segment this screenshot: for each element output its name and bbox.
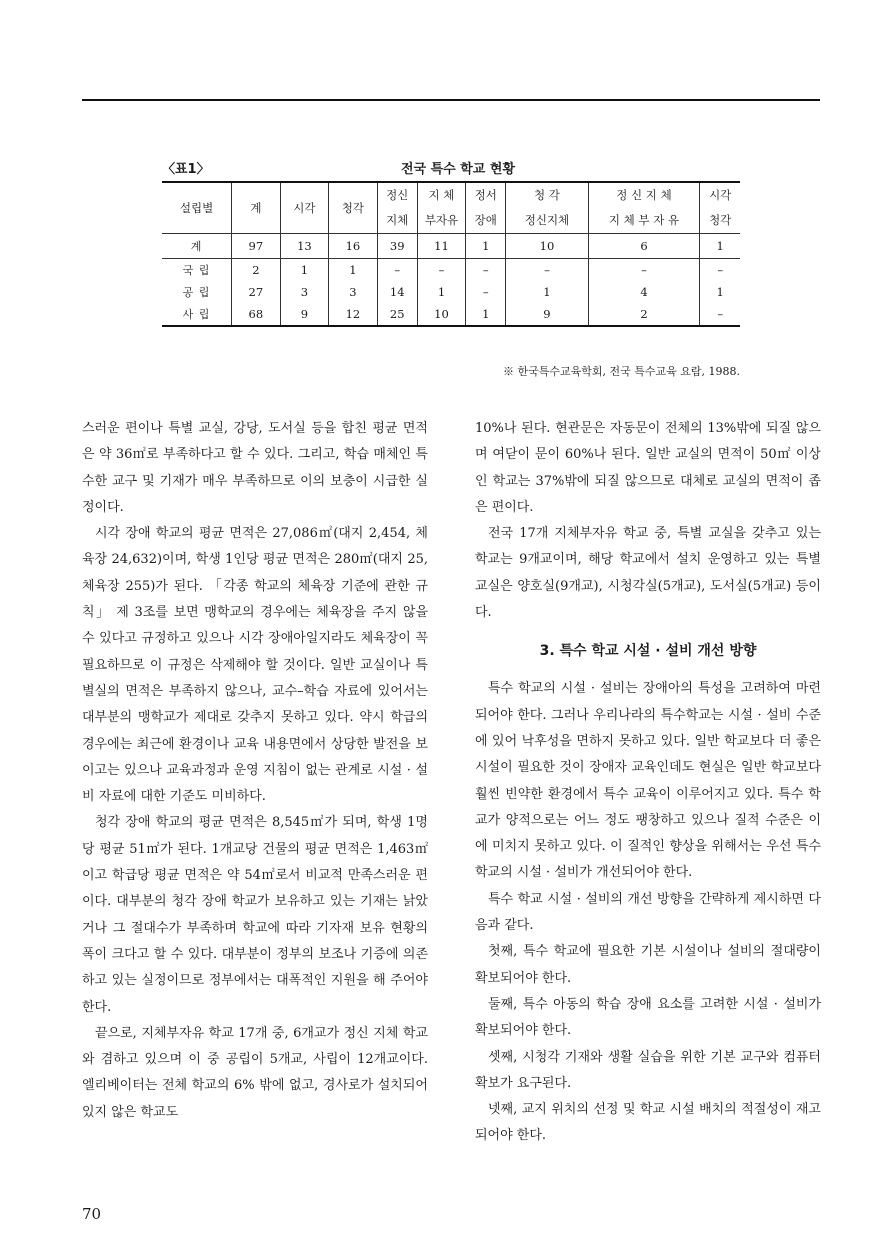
- paragraph: 특수 학교의 시설 · 설비는 장애아의 특성을 고려하여 마련되어야 한다. 그러나 우리나라의 특수학교는 시설 · 설비 수준에 있어 낙후성을 면하지 못하고 있다. 일반 학교보다 더 좋은 시설이 필요한 것이 장애자 교육인데도 현실은 일반 학교보다 훨씬 빈약한 환경에서 특수 교육이 이루어지고 있다. 특수 학교가 양적으로는 어느 정도 팽창하고 있으나 질적 수준은 이에 미치지 못하고 있다. 이 질적인 향상을 위해서는 우선 특수 학교의 시설 · 설비가 개선되어야 한다.: [475, 681, 821, 881]
- header-hearing-mental-2: 정신지체: [506, 208, 588, 234]
- table-title: 전국 특수 학교 현황: [400, 162, 516, 177]
- table-cell: 16: [329, 234, 378, 259]
- table-cell: 1: [466, 234, 506, 259]
- table-cell: 1: [700, 281, 740, 303]
- table-cell: –: [506, 259, 588, 282]
- header-rule: [82, 99, 820, 101]
- header-total: 계: [232, 182, 281, 234]
- header-physical-1: 지 체: [417, 182, 466, 208]
- table-cell: 68: [232, 303, 281, 326]
- paragraph: 둘째, 특수 아동의 학습 장애 요소를 고려한 시설 · 설비가 확보되어야 한다.: [475, 996, 821, 1039]
- table-cell: 1: [700, 234, 740, 259]
- paragraph: 청각 장애 학교의 평균 면적은 8,545㎡가 되며, 학생 1명당 평균 51㎡가 된다. 1개교당 건물의 평균 면적은 1,463㎡이고 학급당 평균 면적은 약 54㎡로서 비교적 만족스러운 편이다. 대부분의 청각 장애 학교가 보유하고 있는 기재는 낡았거나 그 절대수가 부족하며 학교에 따라 기자재 보유 현황의 폭이 크다고 할 수 있다. 대부분이 정부의 보조나 기증에 의존하고 있는 실정이므로 정부에서는 대폭적인 지원을 해 주어야 한다.: [82, 815, 428, 1015]
- table-cell: 4: [588, 281, 700, 303]
- header-physical-2: 부자유: [417, 208, 466, 234]
- row-label: 계: [162, 234, 232, 259]
- table-cell: 25: [377, 303, 417, 326]
- table-cell: 1: [466, 303, 506, 326]
- header-visual-hearing-2: 청각: [700, 208, 740, 234]
- row-label: 국 립: [162, 259, 232, 282]
- table-cell: 6: [588, 234, 700, 259]
- table-cell: –: [466, 281, 506, 303]
- paragraph: 끝으로, 지체부자유 학교 17개 중, 6개교가 정신 지체 학교와 겸하고 있으며 이 중 공립이 5개교, 사립이 12개교이다. 엘리베이터는 전체 학교의 6% 밖에 없고, 경사로가 설치되어 있지 않은 학교도: [82, 1025, 428, 1120]
- table-cell: 1: [280, 259, 329, 282]
- table-cell: 1: [417, 281, 466, 303]
- header-hearing-mental-1: 청 각: [506, 182, 588, 208]
- page-number: 70: [82, 1205, 102, 1223]
- header-mental-2: 지체: [377, 208, 417, 234]
- table-cell: 1: [329, 259, 378, 282]
- table-cell: –: [700, 303, 740, 326]
- table-cell: –: [700, 259, 740, 282]
- header-visual: 시각: [280, 182, 329, 234]
- table-cell: 13: [280, 234, 329, 259]
- table-row-total: [162, 234, 740, 259]
- table-cell: 39: [377, 234, 417, 259]
- table-cell: 10: [506, 234, 588, 259]
- table-row-private: [162, 303, 740, 326]
- table-cell: 12: [329, 303, 378, 326]
- right-column: [475, 416, 821, 1150]
- table-cell: 1: [506, 281, 588, 303]
- paragraph: 10%나 된다. 현관문은 자동문이 전체의 13%밖에 되질 않으며 여닫이 문이 60%나 된다. 일반 교실의 면적이 50㎡ 이상인 학교는 37%밖에 되질 않으므로 대체로 교실의 면적이 좁은 편이다.: [475, 421, 821, 515]
- table-cell: 2: [232, 259, 281, 282]
- table-source-note: ※ 한국특수교육학회, 전국 특수교육 요람, 1988.: [503, 365, 740, 378]
- paragraph: 특수 학교 시설 · 설비의 개선 방향을 간략하게 제시하면 다음과 같다.: [475, 891, 821, 934]
- header-emotional-2: 장애: [466, 208, 506, 234]
- table-cell: 2: [588, 303, 700, 326]
- header-mental-physical-1: 정 신 지 체: [588, 182, 700, 208]
- header-mental-physical-2: 지 체 부 자 유: [588, 208, 700, 234]
- paragraph: 셋째, 시청각 기재와 생활 실습을 위한 기본 교구와 컴퓨터 확보가 요구된다.: [475, 1049, 821, 1091]
- section-heading: 3. 특수 학교 시설 · 설비 개선 방향: [539, 643, 757, 660]
- paragraph: 시각 장애 학교의 평균 면적은 27,086㎡(대지 2,454, 체육장 24,632)이며, 학생 1인당 평균 면적은 280㎡(대지 25, 체육장 255)가 된다. 「각종 학교의 체육장 기준에 관한 규칙」 제 3조를 보면 맹학교의 경우에는 체육장을 주지 않을 수 있다고 규정하고 있으나 시각 장애아일지라도 체육장이 꼭 필요하므로 이 규정은 삭제해야 할 것이다. 일반 교실이나 특별실의 면적은 부족하지 않으나, 교수–학습 자료에 있어서는 대부분의 맹학교가 제대로 갖추지 못하고 있다. 약시 학급의 경우에는 최근에 환경이나 교육 내용면에서 상당한 발전을 보이고는 있으나 교육과정과 운영 지침이 없는 관계로 시설 · 설비 자료에 대한 기준도 미비하다.: [82, 526, 428, 805]
- school-status-table: [162, 181, 740, 327]
- table-row-national: [162, 259, 740, 282]
- header-visual-hearing-1: 시각: [700, 182, 740, 208]
- paragraph: 첫째, 특수 학교에 필요한 기본 시설이나 설비의 절대량이 확보되어야 한다.: [475, 944, 821, 986]
- table-cell: 11: [417, 234, 466, 259]
- table-cell: –: [377, 259, 417, 282]
- table-row-public: [162, 281, 740, 303]
- left-column: [82, 416, 428, 1126]
- table-cell: 14: [377, 281, 417, 303]
- table-cell: 97: [232, 234, 281, 259]
- table-cell: –: [417, 259, 466, 282]
- table-cell: 3: [329, 281, 378, 303]
- table-cell: 9: [280, 303, 329, 326]
- paragraph: 전국 17개 지체부자유 학교 중, 특별 교실을 갖추고 있는 학교는 9개교이며, 해당 학교에서 설치 운영하고 있는 특별 교실은 양호실(9개교), 시청각실(5개교), 도서실(5개교) 등이다.: [475, 526, 821, 621]
- header-mental-1: 정신: [377, 182, 417, 208]
- table-cell: 9: [506, 303, 588, 326]
- table-cell: –: [588, 259, 700, 282]
- table-cell: 10: [417, 303, 466, 326]
- paragraph: 넷째, 교지 위치의 선정 및 학교 시설 배치의 적절성이 재고되어야 한다.: [475, 1102, 821, 1144]
- table-label: 〈표1〉: [162, 162, 210, 177]
- table-cell: –: [466, 259, 506, 282]
- header-emotional-1: 정서: [466, 182, 506, 208]
- table-cell: 3: [280, 281, 329, 303]
- header-hearing: 청각: [329, 182, 378, 234]
- row-label: 공 립: [162, 281, 232, 303]
- table-cell: 27: [232, 281, 281, 303]
- header-establishment: 설립별: [162, 182, 232, 234]
- row-label: 사 립: [162, 303, 232, 326]
- paragraph: 스러운 편이나 특별 교실, 강당, 도서실 등을 합친 평균 면적은 약 36㎡로 부족하다고 할 수 있다. 그리고, 학습 매체인 특수한 교구 및 기재가 매우 부족하므로 이의 보충이 시급한 실정이다.: [82, 421, 428, 515]
